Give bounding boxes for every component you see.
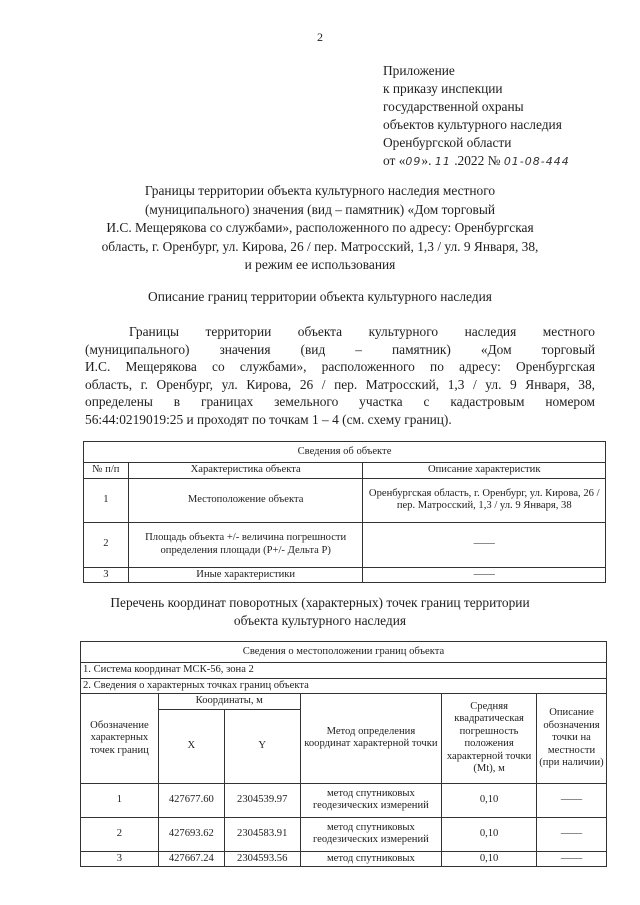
header-point: Обозначение характерных точек границ <box>81 694 159 784</box>
point-id: 2 <box>81 817 159 851</box>
point-description: —— <box>537 783 607 817</box>
coord-y: 2304539.97 <box>224 783 300 817</box>
title-line: и режим ее использования <box>244 257 396 272</box>
date-month: 11 <box>434 155 451 168</box>
coordinates-heading <box>0 594 640 630</box>
paragraph-line: (муниципального) значения (вид – памятник) «Дом торговый <box>85 341 595 357</box>
title-line: (муниципального) значения (вид – памятник) «Дом торговый <box>144 201 496 217</box>
accuracy: 0,10 <box>442 783 537 817</box>
page-number: 2 <box>317 30 323 44</box>
paragraph-line: область, г. Оренбург, ул. Кирова, 26 / пер. Матросский, 1,3 / ул. 9 Января, 38, <box>85 376 595 392</box>
document-title <box>60 182 580 275</box>
table-row <box>81 817 607 851</box>
title-line: Границы территории объекта культурного наследия местного <box>144 183 496 198</box>
coord-x: 427667.24 <box>158 851 224 867</box>
header-x: X <box>158 709 224 783</box>
method: метод спутниковых геодезических измерений <box>300 817 442 851</box>
row-description: Оренбургская область, г. Оренбург, ул. Кирова, 26 / пер. Матросский, 1,3 / ул. 9 Января, 38 <box>363 478 606 522</box>
order-date-line <box>383 152 570 171</box>
coordinates-table <box>80 641 607 867</box>
table-row <box>84 567 606 583</box>
paragraph-line: определены в границах земельного участка с кадастровым номером <box>85 394 595 409</box>
coord-y: 2304593.56 <box>224 851 300 867</box>
title-line: И.С. Мещерякова со службами», расположенного по адресу: Оренбургская <box>106 220 534 235</box>
header-description: Описание обозначения точки на местности (при наличии) <box>537 694 607 784</box>
heading-line: объекта культурного наследия <box>233 613 407 628</box>
coord-y: 2304583.91 <box>224 817 300 851</box>
row-characteristic: Иные характеристики <box>128 567 363 583</box>
date-year: .2022 № <box>454 153 501 168</box>
header-number: № п/п <box>84 463 129 479</box>
point-id: 3 <box>81 851 159 867</box>
description-paragraph <box>85 323 595 428</box>
point-id: 1 <box>81 783 159 817</box>
row-number: 3 <box>84 567 129 583</box>
paragraph-line: 56:44:0219019:25 и проходят по точкам 1 – 4 (см. схему границ). <box>85 411 452 427</box>
appendix-line: Оренбургской области <box>383 135 512 150</box>
header-characteristic: Характеристика объекта <box>128 463 363 479</box>
header-accuracy: Средняя квадратическая погрешность положения характерной точки (Mt), м <box>442 694 537 784</box>
paragraph-line: Границы территории объекта культурного наследия местного <box>129 324 595 339</box>
header-description: Описание характеристик <box>363 463 606 479</box>
row-description: —— <box>363 522 606 567</box>
row-characteristic: Местоположение объекта <box>128 478 363 522</box>
paragraph-line: И.С. Мещерякова со службами», расположенного по адресу: Оренбургская <box>85 359 595 374</box>
method: метод спутниковых геодезических измерений <box>300 783 442 817</box>
points-section: 2. Сведения о характерных точках границ объекта <box>81 678 607 694</box>
row-number: 2 <box>84 522 129 567</box>
date-mid: ». <box>421 153 432 168</box>
method: метод спутниковых <box>300 851 442 867</box>
order-number: 01-08-444 <box>503 155 570 168</box>
table-row <box>81 851 607 867</box>
table-row <box>81 783 607 817</box>
appendix-block <box>383 62 570 171</box>
row-description: —— <box>363 567 606 583</box>
date-prefix: от « <box>383 153 406 168</box>
appendix-line: к приказу инспекции <box>383 81 503 96</box>
table-caption: Сведения о местоположении границ объекта <box>81 642 607 663</box>
point-description: —— <box>537 817 607 851</box>
coord-x: 427693.62 <box>158 817 224 851</box>
heading-line: Перечень координат поворотных (характерных) точек границ территории <box>110 595 530 610</box>
title-line: область, г. Оренбург, ул. Кирова, 26 / пер. Матросский, 1,3 / ул. 9 Января, 38, <box>101 238 539 254</box>
accuracy: 0,10 <box>442 851 537 867</box>
row-number: 1 <box>84 478 129 522</box>
appendix-line: государственной охраны <box>383 99 524 114</box>
table-row <box>84 522 606 567</box>
point-description: —— <box>537 851 607 867</box>
row-characteristic: Площадь объекта +/- величина погрешности определения площади (Р+/- Дельта Р) <box>128 522 363 567</box>
section-subtitle: Описание границ территории объекта культурного наследия <box>148 289 492 304</box>
header-coordinates: Координаты, м <box>158 694 300 710</box>
date-day: 09 <box>405 155 422 168</box>
object-info-table <box>83 441 606 583</box>
table-row <box>84 478 606 522</box>
header-method: Метод определения координат характерной точки <box>300 694 442 784</box>
table-caption: Сведения об объекте <box>84 442 606 463</box>
appendix-line: Приложение <box>383 63 455 78</box>
header-y: Y <box>224 709 300 783</box>
appendix-line: объектов культурного наследия <box>383 117 562 132</box>
coord-x: 427677.60 <box>158 783 224 817</box>
accuracy: 0,10 <box>442 817 537 851</box>
coordinate-system: 1. Система координат МСК-56, зона 2 <box>81 663 607 679</box>
